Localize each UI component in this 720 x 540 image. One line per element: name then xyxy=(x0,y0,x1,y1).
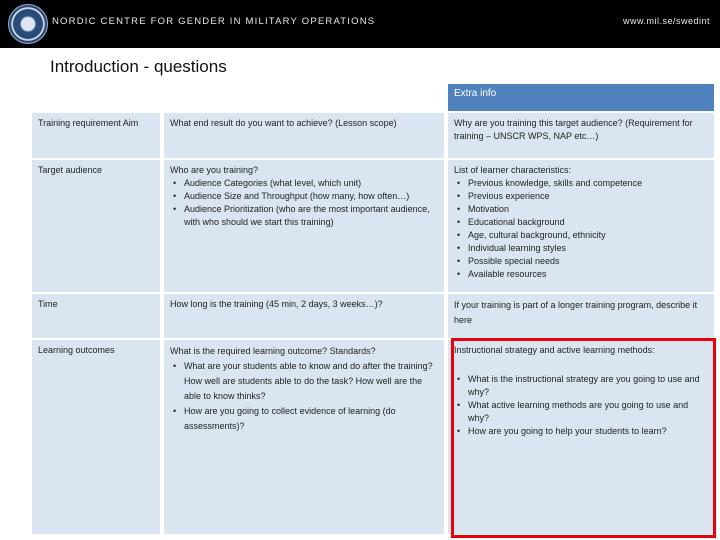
extra-info-header xyxy=(448,84,714,111)
row-label-cell xyxy=(32,340,160,534)
list-item: • Individual learning styles xyxy=(454,242,708,255)
list-item: • Educational background xyxy=(454,216,708,229)
row-label-cell xyxy=(32,113,160,158)
list-item: • Audience Prioritization (who are the most important audience, with who should we start this training) xyxy=(170,203,438,229)
list-item: • Available resources xyxy=(454,268,708,281)
slide-title: Introduction - questions xyxy=(50,57,227,76)
extra-info-label: Extra info xyxy=(454,88,497,99)
extra-info-cell xyxy=(448,294,714,338)
row-label: Target audience xyxy=(38,165,103,175)
list-item: • Audience Size and Throughput (how many, how often…) xyxy=(170,190,438,203)
extra-text: If your training is part of a longer training program, describe it here xyxy=(454,300,698,325)
question-bullet-list xyxy=(170,359,438,434)
list-item: • Audience Categories (what level, which unit) xyxy=(170,177,438,190)
extra-info-cell xyxy=(448,113,714,158)
extra-info-cell xyxy=(448,340,714,534)
list-item: • Possible special needs xyxy=(454,255,708,268)
row-label: Time xyxy=(38,299,58,309)
list-item: • Age, cultural background, ethnicity xyxy=(454,229,708,242)
row-label-cell xyxy=(32,160,160,292)
row-label-cell xyxy=(32,294,160,338)
header-bar xyxy=(0,0,720,48)
question-cell xyxy=(164,113,444,158)
list-item: • What active learning methods are you going to use and why? xyxy=(454,399,708,425)
list-item: • What are your students able to know and do after the training? How well are students able to do the task? How well are the able to know thinks? xyxy=(170,359,438,404)
question-cell xyxy=(164,340,444,534)
question-cell xyxy=(164,160,444,292)
list-item: • Motivation xyxy=(454,203,708,216)
row-label: Training requirement Aim xyxy=(38,118,139,128)
emblem-logo xyxy=(8,4,48,44)
question-cell xyxy=(164,294,444,338)
list-item: • Previous experience xyxy=(454,190,708,203)
website-url[interactable]: www.mil.se/swedint xyxy=(622,16,710,26)
question-text: How long is the training (45 min, 2 days, 3 weeks…)? xyxy=(170,299,383,309)
row-label: Learning outcomes xyxy=(38,345,115,355)
question-text: What end result do you want to achieve? (Lesson scope) xyxy=(170,118,397,128)
extra-text: Why are you training this target audience? (Requirement for training – UNSCR WPS, NAP etc…) xyxy=(454,118,693,141)
list-item: • What is the instructional strategy are you going to use and why? xyxy=(454,373,708,399)
extra-text: List of learner characteristics: xyxy=(454,165,572,175)
extra-text: Instructional strategy and active learning methods: xyxy=(454,345,655,355)
list-item: • How are you going to help your students to learn? xyxy=(454,425,708,438)
list-item: • How are you going to collect evidence of learning (do assessments)? xyxy=(170,404,438,434)
question-text: Who are you training? xyxy=(170,165,259,175)
extra-bullet-list xyxy=(454,373,708,438)
question-bullet-list xyxy=(170,177,438,229)
question-text: What is the required learning outcome? Standards? xyxy=(170,346,376,356)
extra-bullet-list xyxy=(454,177,708,281)
list-item: • Previous knowledge, skills and competence xyxy=(454,177,708,190)
organization-name: NORDIC CENTRE FOR GENDER IN MILITARY OPERATIONS xyxy=(52,16,376,27)
extra-info-cell xyxy=(448,160,714,292)
